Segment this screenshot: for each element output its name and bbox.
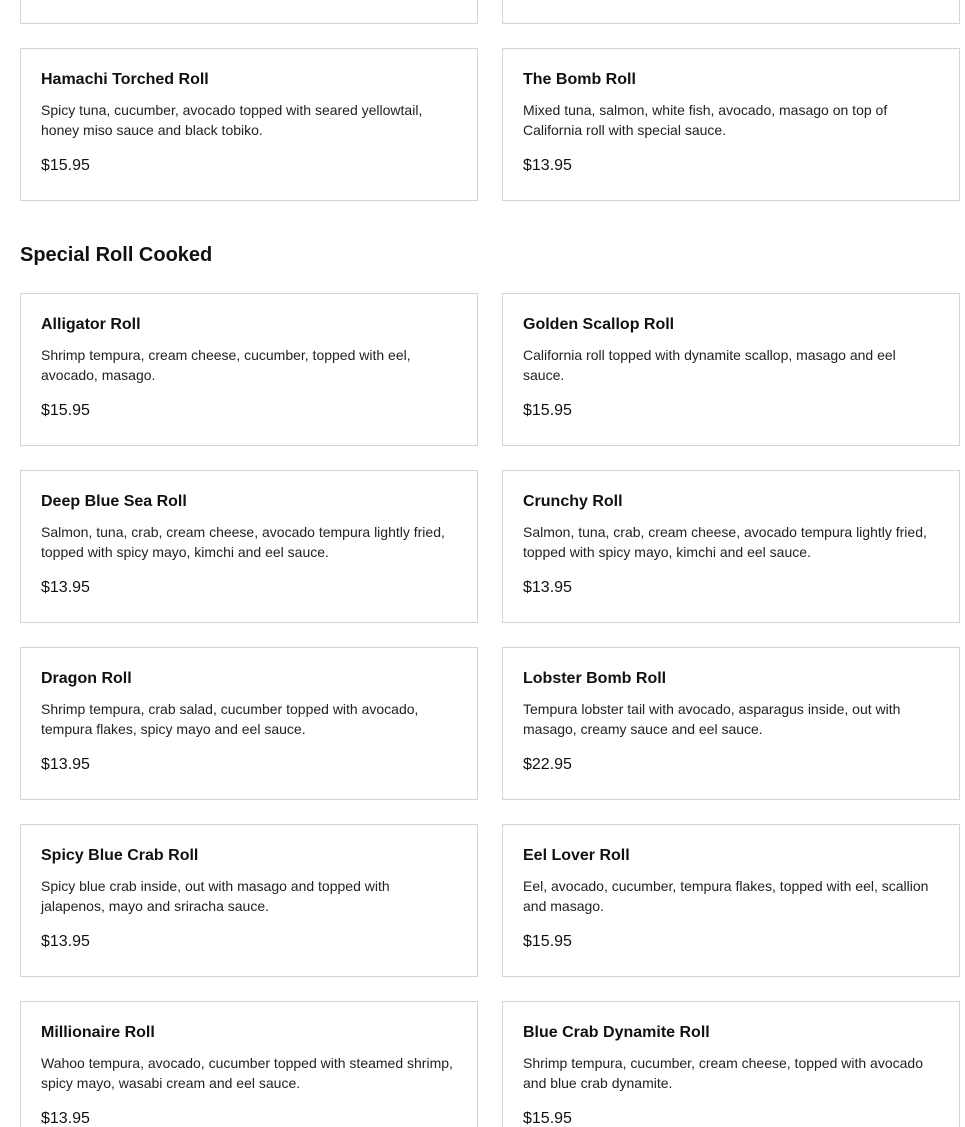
- item-name: Alligator Roll: [41, 316, 141, 333]
- item-name: Millionaire Roll: [41, 1024, 155, 1041]
- menu-item-card[interactable]: [502, 647, 960, 800]
- item-description: Spicy blue crab inside, out with masago and topped with jalapenos, mayo and sriracha sauce.: [41, 878, 390, 914]
- item-name: Golden Scallop Roll: [523, 316, 675, 333]
- menu-item-card[interactable]: [502, 48, 960, 201]
- item-price: $13.95: [523, 157, 572, 174]
- item-price: $22.95: [523, 756, 572, 773]
- item-description: Shrimp tempura, cream cheese, cucumber, topped with eel, avocado, masago.: [41, 347, 411, 383]
- item-price: $13.95: [523, 579, 572, 596]
- menu-item-card[interactable]: [20, 647, 478, 800]
- menu-item-card-partial[interactable]: [502, 0, 960, 24]
- item-description: Salmon, tuna, crab, cream cheese, avocado tempura lightly fried, topped with spicy mayo, kimchi and eel sauce.: [41, 524, 445, 560]
- item-name: Hamachi Torched Roll: [41, 71, 209, 88]
- item-name: Deep Blue Sea Roll: [41, 493, 187, 510]
- item-name: Spicy Blue Crab Roll: [41, 847, 199, 864]
- item-price: $13.95: [41, 756, 90, 773]
- item-price: $13.95: [41, 933, 90, 950]
- item-name: The Bomb Roll: [523, 71, 636, 88]
- item-price: $15.95: [523, 402, 572, 419]
- item-description: Spicy tuna, cucumber, avocado topped with seared yellowtail, honey miso sauce and black tobiko.: [41, 102, 423, 138]
- item-price: $13.95: [41, 1110, 90, 1127]
- item-description: Salmon, tuna, crab, cream cheese, avocado tempura lightly fried, topped with spicy mayo, kimchi and eel sauce.: [523, 524, 927, 560]
- menu-item-card[interactable]: [20, 824, 478, 977]
- item-description: Tempura lobster tail with avocado, asparagus inside, out with masago, creamy sauce and eel sauce.: [523, 701, 901, 737]
- section-title: Special Roll Cooked: [20, 244, 213, 266]
- menu-item-card-partial[interactable]: [20, 0, 478, 24]
- item-description: California roll topped with dynamite scallop, masago and eel sauce.: [523, 347, 896, 383]
- item-name: Lobster Bomb Roll: [523, 670, 667, 687]
- item-description: Mixed tuna, salmon, white fish, avocado, masago on top of California roll with special sauce.: [523, 102, 888, 138]
- item-description: Wahoo tempura, avocado, cucumber topped with steamed shrimp, spicy mayo, wasabi cream and eel sauce.: [41, 1055, 453, 1091]
- menu-item-card[interactable]: [20, 48, 478, 201]
- item-price: $15.95: [523, 933, 572, 950]
- item-price: $13.95: [41, 579, 90, 596]
- item-description: Shrimp tempura, cucumber, cream cheese, topped with avocado and blue crab dynamite.: [523, 1055, 923, 1091]
- menu-item-card[interactable]: [502, 470, 960, 623]
- menu-item-card[interactable]: [20, 293, 478, 446]
- item-name: Dragon Roll: [41, 670, 132, 687]
- menu-item-card[interactable]: [20, 470, 478, 623]
- menu-item-card[interactable]: [502, 824, 960, 977]
- item-price: $15.95: [523, 1110, 572, 1127]
- item-name: Crunchy Roll: [523, 493, 623, 510]
- menu-item-card[interactable]: [502, 1001, 960, 1127]
- item-description: Eel, avocado, cucumber, tempura flakes, topped with eel, scallion and masago.: [523, 878, 929, 914]
- item-name: Blue Crab Dynamite Roll: [523, 1024, 710, 1041]
- menu-item-card[interactable]: [20, 1001, 478, 1127]
- item-description: Shrimp tempura, crab salad, cucumber topped with avocado, tempura flakes, spicy mayo and eel sauce.: [41, 701, 419, 737]
- menu-item-card[interactable]: [502, 293, 960, 446]
- item-name: Eel Lover Roll: [523, 847, 630, 864]
- item-price: $15.95: [41, 157, 90, 174]
- item-price: $15.95: [41, 402, 90, 419]
